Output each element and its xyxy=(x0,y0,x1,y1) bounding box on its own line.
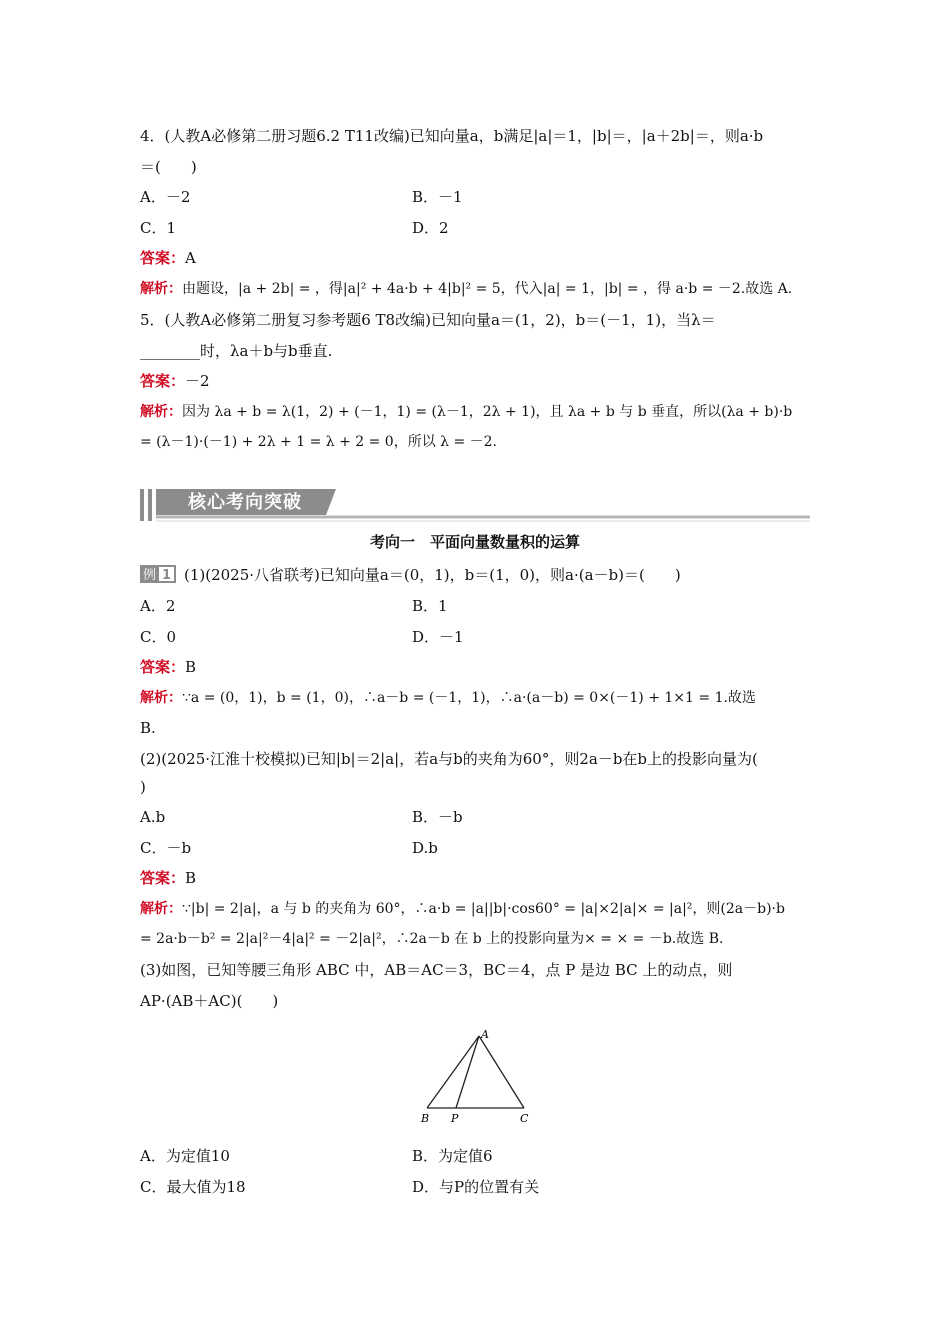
ex1-p3-option-a: A．为定值10 xyxy=(140,1147,230,1165)
q4-stem-line2: ＝( ) xyxy=(140,158,197,176)
answer-value: －2 xyxy=(185,372,210,390)
q4-answer xyxy=(140,248,196,268)
analysis-text: 因为 λa + b = λ(1，2) + (－1，1) = (λ－1，2λ + 1)，且 λa + b 与 b 垂直，所以(λa + b)·b xyxy=(182,404,793,420)
analysis-text: ∵|b| = 2|a|，a 与 b 的夹角为 60°，∴a·b = |a||b|·cos60° = |a|×2|a|× = |a|²，则(2a－b)·b xyxy=(182,901,785,917)
answer-label: 答案： xyxy=(140,869,186,887)
ex1-p1-option-b: B．1 xyxy=(412,597,448,615)
ex1-p2-option-c: C．－b xyxy=(140,839,192,857)
q5-answer xyxy=(140,371,210,391)
ex1-p1-answer xyxy=(140,657,196,677)
ex1-p2-option-b: B．－b xyxy=(412,808,463,826)
section-banner-text: 核心考向突破 xyxy=(188,492,302,513)
q4-option-d: D．2 xyxy=(412,219,449,237)
section-banner xyxy=(140,487,810,523)
triangle-figure xyxy=(415,1028,535,1128)
answer-value: B xyxy=(185,869,197,887)
ex1-p3-option-b: B．为定值6 xyxy=(412,1147,493,1165)
analysis-text: ∵a = (0，1)，b = (1，0)，∴a－b = (－1，1)，∴a·(a－b) = 0×(－1) + 1×1 = 1.故选 xyxy=(182,690,756,706)
ex1-p1-analysis-line2: B. xyxy=(140,719,156,737)
ex1-p1-option-c: C．0 xyxy=(140,628,177,646)
side-ac xyxy=(479,1036,524,1108)
ex1-p2-option-a: A.b xyxy=(140,808,166,826)
ex1-p3-stem-line1: (3)如图，已知等腰三角形 ABC 中，AB＝AC＝3，BC＝4，点 P 是边 BC 上的动点，则 xyxy=(140,961,733,979)
q4-analysis xyxy=(140,279,792,299)
ex1-p2-answer xyxy=(140,868,196,888)
q4-option-a: A．－2 xyxy=(140,188,191,206)
segment-ap xyxy=(456,1036,479,1108)
answer-label: 答案： xyxy=(140,249,186,267)
q5-analysis-line2: = (λ－1)·(－1) + 2λ + 1 = λ + 2 = 0，所以 λ = －2. xyxy=(140,434,498,450)
vertex-label-a: A xyxy=(481,1028,489,1041)
vertex-label-b: B xyxy=(421,1112,430,1125)
ex1-p3-stem-line2: AP·(AB＋AC)( ) xyxy=(140,992,279,1010)
example-badge-icon xyxy=(140,565,176,583)
answer-value: A xyxy=(185,249,196,267)
analysis-label: 解析： xyxy=(140,690,182,706)
q4-stem-line1: 4．(人教A必修第二册习题6.2 T11改编)已知向量a，b满足|a|＝1，|b|＝，|a＋2b|＝，则a·b xyxy=(140,127,764,145)
side-ab xyxy=(427,1036,479,1108)
q5-stem-line1: 5．(人教A必修第二册复习参考题6 T8改编)已知向量a＝(1，2)，b＝(－1，1)，当λ＝ xyxy=(140,311,716,329)
ex1-p2-option-d: D.b xyxy=(412,839,438,857)
ex1-p2-stem-line2: ) xyxy=(140,778,146,796)
answer-label: 答案： xyxy=(140,658,186,676)
analysis-label: 解析： xyxy=(140,404,182,420)
ex1-p3-option-d: D．与P的位置有关 xyxy=(412,1178,540,1196)
point-label-p: P xyxy=(451,1112,459,1125)
answer-value: B xyxy=(185,658,197,676)
badge-text: 例 xyxy=(143,568,157,583)
badge-number: 1 xyxy=(162,568,172,583)
ex1-p1-option-a: A．2 xyxy=(140,597,176,615)
analysis-label: 解析： xyxy=(140,901,182,917)
q4-option-c: C．1 xyxy=(140,219,177,237)
ex1-p3-option-c: C．最大值为18 xyxy=(140,1178,246,1196)
ex1-p1-stem xyxy=(140,565,681,585)
ex1-p1-stem-text: (1)(2025·八省联考)已知向量a＝(0，1)，b＝(1，0)，则a·(a－b)＝( ) xyxy=(184,566,681,584)
answer-label: 答案： xyxy=(140,372,186,390)
ex1-p2-analysis-line2: = 2a·b－b² = 2|a|²－4|a|² = －2|a|²，∴2a－b 在 b 上的投影向量为× = × = －b.故选 B. xyxy=(140,931,724,947)
vertex-label-c: C xyxy=(520,1112,529,1125)
section-title: 考向一 平面向量数量积的运算 xyxy=(369,533,580,551)
q5-analysis-line1 xyxy=(140,402,792,422)
q5-stem-line2: ________时，λa＋b与b垂直. xyxy=(140,342,333,360)
q4-option-b: B．－1 xyxy=(412,188,463,206)
analysis-label: 解析： xyxy=(140,281,182,297)
ex1-p1-option-d: D．－1 xyxy=(412,628,464,646)
ex1-p1-analysis-line1 xyxy=(140,688,756,708)
ex1-p2-analysis-line1 xyxy=(140,899,785,919)
ex1-p2-stem-line1: (2)(2025·江淮十校模拟)已知|b|＝2|a|，若a与b的夹角为60°，则2a－b在b上的投影向量为( xyxy=(140,750,758,768)
analysis-text: 由题设，|a + 2b| = ，得|a|² + 4a·b + 4|b|² = 5，代入|a| = 1，|b| = ，得 a·b = －2.故选 A. xyxy=(182,281,793,297)
